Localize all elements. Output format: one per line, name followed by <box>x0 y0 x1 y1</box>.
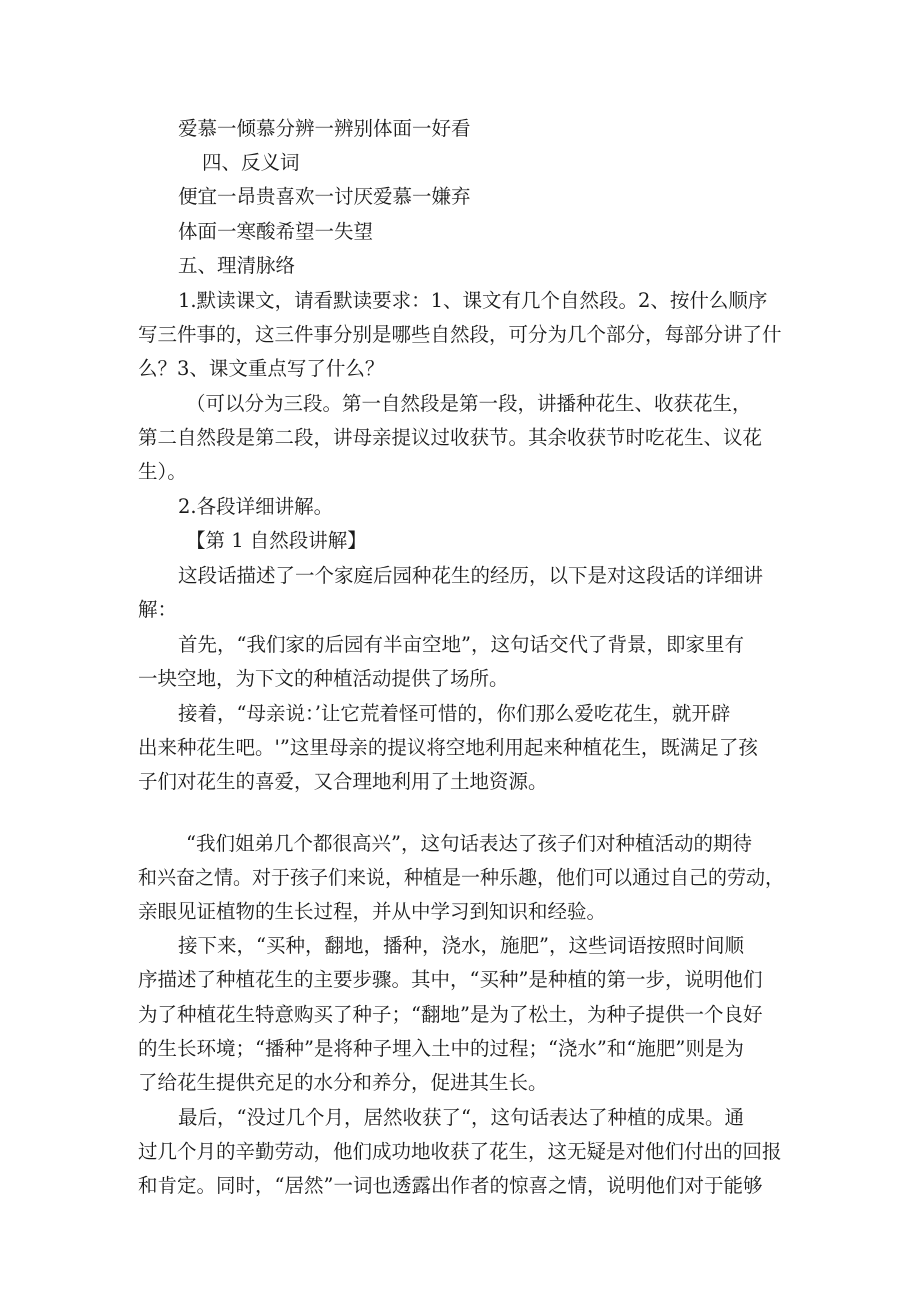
para-siblings-line-2: 和兴奋之情。对于孩子们来说，种植是一种乐趣，他们可以通过自己的劳动， <box>138 866 785 889</box>
structure-heading: 五、理清脉络 <box>178 254 296 277</box>
task-1-line-3: 么？3、课文重点写了什么？ <box>138 357 385 380</box>
para-next-line-2: 出来种花生吧。'”这里母亲的提议将空地利用起来种植花生，既满足了孩 <box>138 736 758 759</box>
para-intro-line-2: 解： <box>138 598 178 621</box>
para-siblings-line-3: 亲眼见证植物的生长过程，并从中学习到知识和经验。 <box>138 900 607 923</box>
answer-line-1: （可以分为三段。第一自然段是第一段，讲播种花生、收获花生， <box>186 392 752 415</box>
para-next-line-3: 子们对花生的喜爱，又合理地利用了土地资源。 <box>138 770 548 793</box>
task-1-line-1: 1.默读课文，请看默读要求：1、课文有几个自然段。2、按什么顺序 <box>178 289 768 312</box>
section-title: 【第 1 自然段讲解】 <box>186 529 367 552</box>
para-steps-line-4: 的生长环境；“播种”是将种子埋入土中的过程；“浇水”和“施肥”则是为 <box>138 1037 744 1060</box>
para-last-line-2: 过几个月的辛勤劳动，他们成功地收获了花生，这无疑是对他们付出的回报 <box>138 1140 782 1163</box>
task-2: 2.各段详细讲解。 <box>178 495 334 518</box>
para-last-line-3: 和肯定。同时，“居然”一词也透露出作者的惊喜之情，说明他们对于能够 <box>138 1174 763 1197</box>
para-last-line-1: 最后，“没过几个月，居然收获了“，这句话表达了种植的成果。通 <box>178 1106 744 1129</box>
para-steps-line-1: 接下来，“买种，翻地，播种，浇水，施肥”，这些词语按照时间顺 <box>178 934 744 957</box>
para-siblings-line-1: “我们姐弟几个都很高兴”，这句话表达了孩子们对种植活动的期待 <box>186 832 752 855</box>
antonym-line-1: 便宜一昂贵喜欢一讨厌爱慕一嫌弃 <box>178 185 471 208</box>
answer-line-2: 第二自然段是第二段，讲母亲提议过收获节。其余收获节时吃花生、议花 <box>138 426 763 449</box>
synonyms-line: 爱慕一倾慕分辨一辨别体面一好看 <box>178 117 471 140</box>
para-intro-line-1: 这段话描述了一个家庭后园种花生的经历，以下是对这段话的详细讲 <box>178 564 764 587</box>
para-first-line-2: 一块空地，为下文的种植活动提供了场所。 <box>138 667 509 690</box>
para-next-line-1: 接着，“母亲说：’让它荒着怪可惜的，你们那么爱吃花生，就开辟 <box>178 702 731 725</box>
para-steps-line-2: 序描述了种植花生的主要步骤。其中，“买种”是种植的第一步，说明他们 <box>138 968 763 991</box>
para-steps-line-5: 了给花生提供充足的水分和养分，促进其生长。 <box>138 1071 548 1094</box>
answer-line-3: 生）。 <box>138 460 187 483</box>
task-1-line-2: 写三件事的，这三件事分别是哪些自然段，可分为几个部分，每部分讲了什 <box>138 323 782 346</box>
antonym-heading: 四、反义词 <box>202 151 300 174</box>
antonym-line-2: 体面一寒酸希望一失望 <box>178 220 374 243</box>
para-first-line-1: 首先，“我们家的后园有半亩空地”，这句话交代了背景，即家里有 <box>178 633 744 656</box>
para-steps-line-3: 为了种植花生特意购买了种子；“翻地”是为了松土，为种子提供一个良好 <box>138 1003 763 1026</box>
